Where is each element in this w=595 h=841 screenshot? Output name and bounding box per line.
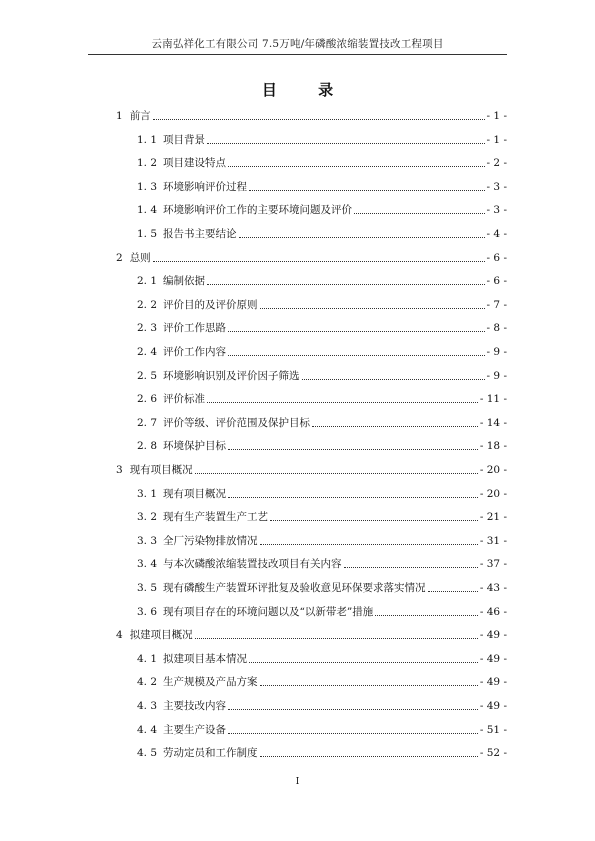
toc-entry-page: - 1 - bbox=[486, 110, 507, 122]
toc-entry-page: - 11 - bbox=[479, 393, 507, 406]
toc-entry-page: - 18 - bbox=[479, 440, 507, 453]
toc-entry-number: 4. 4 bbox=[137, 723, 158, 736]
toc-entry-label: 环境保护目标 bbox=[163, 440, 227, 453]
toc-entry-label: 拟建项目概况 bbox=[129, 629, 193, 642]
toc-entry-number: 3. 5 bbox=[137, 582, 158, 594]
toc-dot-leader bbox=[249, 190, 485, 191]
toc-entry-page: - 49 - bbox=[479, 629, 507, 642]
toc-entry-number: 1. 3 bbox=[137, 180, 158, 193]
toc-entry-label: 前言 bbox=[129, 110, 151, 122]
toc-section-entry[interactable] bbox=[137, 674, 507, 690]
toc-entry-number: 4. 3 bbox=[137, 700, 158, 712]
toc-entry-page: - 7 - bbox=[486, 298, 507, 311]
toc-entry-number: 1. 5 bbox=[137, 228, 158, 240]
toc-dot-leader bbox=[228, 355, 485, 356]
toc-dot-leader bbox=[195, 473, 478, 474]
toc-entry-label: 现有项目概况 bbox=[129, 464, 193, 476]
toc-entry-number: 1 bbox=[116, 110, 123, 122]
toc-dot-leader bbox=[207, 402, 478, 403]
toc-entry-page: - 37 - bbox=[479, 558, 507, 571]
toc-entry-number: 4. 1 bbox=[137, 652, 158, 665]
toc-section-entry[interactable] bbox=[137, 533, 507, 549]
toc-section-entry[interactable] bbox=[137, 202, 507, 218]
toc-chapter-entry[interactable] bbox=[116, 108, 507, 124]
toc-dot-leader bbox=[375, 615, 478, 616]
toc-entry-number: 2. 5 bbox=[137, 369, 158, 382]
toc-entry-label: 评价工作内容 bbox=[163, 346, 227, 358]
toc-dot-leader bbox=[228, 166, 485, 167]
toc-entry-page: - 9 - bbox=[486, 369, 507, 382]
toc-dot-leader bbox=[153, 119, 485, 120]
toc-entry-label: 项目背景 bbox=[163, 133, 206, 146]
toc-entry-page: - 1 - bbox=[486, 133, 507, 146]
toc-entry-page: - 43 - bbox=[479, 582, 507, 594]
toc-entry-page: - 3 - bbox=[486, 204, 507, 217]
toc-entry-page: - 4 - bbox=[486, 228, 507, 240]
toc-entry-number: 3. 3 bbox=[137, 534, 158, 547]
toc-section-entry[interactable] bbox=[137, 509, 507, 525]
toc-section-entry[interactable] bbox=[137, 391, 507, 407]
toc-section-entry[interactable] bbox=[137, 486, 507, 502]
toc-entry-number: 2. 8 bbox=[137, 440, 158, 453]
toc-section-entry[interactable] bbox=[137, 745, 507, 761]
toc-entry-number: 2. 6 bbox=[137, 393, 158, 406]
toc-entry-number: 3. 4 bbox=[137, 558, 158, 571]
toc-entry-number: 3. 2 bbox=[137, 511, 158, 524]
toc-entry-page: - 49 - bbox=[479, 676, 507, 689]
toc-section-entry[interactable] bbox=[137, 722, 507, 738]
toc-dot-leader bbox=[228, 449, 478, 450]
toc-entry-label: 项目建设特点 bbox=[163, 157, 227, 170]
toc-section-entry[interactable] bbox=[137, 297, 507, 313]
toc-dot-leader bbox=[312, 426, 478, 427]
toc-chapter-entry[interactable] bbox=[116, 250, 507, 266]
toc-entry-number: 1. 2 bbox=[137, 157, 158, 170]
toc-dot-leader bbox=[207, 284, 485, 285]
toc-entry-label: 评价工作思路 bbox=[163, 322, 227, 335]
toc-section-entry[interactable] bbox=[137, 344, 507, 360]
toc-entry-number: 2 bbox=[116, 251, 123, 264]
toc-dot-leader bbox=[260, 544, 478, 545]
toc-section-entry[interactable] bbox=[137, 604, 507, 620]
toc-dot-leader bbox=[228, 733, 478, 734]
toc-entry-label: 与本次磷酸浓缩装置技改项目有关内容 bbox=[163, 558, 342, 571]
toc-entry-number: 1. 1 bbox=[137, 133, 158, 146]
toc-entry-page: - 49 - bbox=[479, 700, 507, 712]
toc-entry-page: - 6 - bbox=[486, 251, 507, 264]
running-header: 云南弘祥化工有限公司 7.5万吨/年磷酸浓缩装置技改工程项目 bbox=[151, 38, 444, 50]
toc-entry-page: - 3 - bbox=[486, 180, 507, 193]
toc-dot-leader bbox=[153, 261, 485, 262]
toc-entry-number: 2. 1 bbox=[137, 275, 158, 288]
header-divider bbox=[88, 54, 507, 55]
toc-section-entry[interactable] bbox=[137, 226, 507, 242]
toc-section-entry[interactable] bbox=[137, 556, 507, 572]
toc-dot-leader bbox=[260, 308, 485, 309]
toc-section-entry[interactable] bbox=[137, 651, 507, 667]
toc-section-entry[interactable] bbox=[137, 698, 507, 714]
toc-section-entry[interactable] bbox=[137, 580, 507, 596]
toc-section-entry[interactable] bbox=[137, 132, 507, 148]
toc-section-entry[interactable] bbox=[137, 438, 507, 454]
toc-entry-page: - 31 - bbox=[479, 534, 507, 547]
toc-dot-leader bbox=[270, 520, 478, 521]
toc-entry-label: 总则 bbox=[129, 251, 151, 264]
toc-entry-label: 评价标准 bbox=[163, 393, 206, 406]
toc-chapter-entry[interactable] bbox=[116, 627, 507, 643]
toc-entry-number: 3 bbox=[116, 464, 123, 476]
toc-entry-label: 编制依据 bbox=[163, 275, 206, 288]
toc-entry-label: 全厂污染物排放情况 bbox=[163, 534, 258, 547]
toc-entry-label: 主要生产设备 bbox=[163, 723, 227, 736]
toc-section-entry[interactable] bbox=[137, 155, 507, 171]
toc-entry-page: - 6 - bbox=[486, 275, 507, 288]
toc-dot-leader bbox=[344, 567, 478, 568]
page-number: I bbox=[295, 777, 300, 787]
toc-entry-number: 3. 1 bbox=[137, 487, 158, 500]
toc-section-entry[interactable] bbox=[137, 179, 507, 195]
toc-entry-page: - 52 - bbox=[479, 747, 507, 760]
toc-entry-number: 2. 4 bbox=[137, 346, 158, 358]
toc-entry-page: - 21 - bbox=[479, 511, 507, 524]
toc-section-entry[interactable] bbox=[137, 415, 507, 431]
toc-entry-number: 4. 2 bbox=[137, 676, 158, 689]
toc-entry-page: - 46 - bbox=[479, 605, 507, 618]
toc-chapter-entry[interactable] bbox=[116, 462, 507, 478]
toc-dot-leader bbox=[260, 685, 478, 686]
toc-entry-label: 主要技改内容 bbox=[163, 700, 227, 712]
toc-dot-leader bbox=[428, 591, 478, 592]
toc-title: 目 录 bbox=[261, 81, 352, 99]
toc-section-entry[interactable] bbox=[137, 320, 507, 336]
toc-entry-number: 4 bbox=[116, 629, 123, 642]
toc-section-entry[interactable] bbox=[137, 273, 507, 289]
toc-dot-leader bbox=[228, 709, 478, 710]
toc-entry-number: 2. 3 bbox=[137, 322, 158, 335]
toc-entry-page: - 20 - bbox=[479, 464, 507, 476]
toc-entry-number: 2. 7 bbox=[137, 416, 158, 429]
toc-entry-label: 现有项目存在的环境问题以及“以新带老”措施 bbox=[163, 605, 374, 618]
toc-dot-leader bbox=[260, 756, 478, 757]
toc-dot-leader bbox=[195, 638, 478, 639]
toc-entry-number: 3. 6 bbox=[137, 605, 158, 618]
toc-entry-page: - 9 - bbox=[486, 346, 507, 358]
toc-entry-page: - 49 - bbox=[479, 652, 507, 665]
toc-entry-number: 2. 2 bbox=[137, 298, 158, 311]
toc-entry-label: 评价等级、评价范围及保护目标 bbox=[163, 416, 311, 429]
toc-dot-leader bbox=[354, 213, 485, 214]
toc-entry-label: 生产规模及产品方案 bbox=[163, 676, 258, 689]
toc-entry-page: - 20 - bbox=[479, 487, 507, 500]
toc-section-entry[interactable] bbox=[137, 368, 507, 384]
toc-entry-page: - 8 - bbox=[486, 322, 507, 335]
toc-entry-label: 环境影响评价工作的主要环境问题及评价 bbox=[163, 204, 353, 217]
toc-entry-label: 现有磷酸生产装置环评批复及验收意见环保要求落实情况 bbox=[163, 582, 426, 594]
toc-entry-label: 报告书主要结论 bbox=[163, 228, 237, 240]
toc-entry-label: 现有项目概况 bbox=[163, 487, 227, 500]
toc-entry-page: - 2 - bbox=[486, 157, 507, 170]
toc-entry-page: - 14 - bbox=[479, 416, 507, 429]
toc-dot-leader bbox=[249, 662, 478, 663]
toc-dot-leader bbox=[302, 379, 485, 380]
toc-entry-label: 环境影响识别及评价因子筛选 bbox=[163, 369, 300, 382]
toc-entry-number: 1. 4 bbox=[137, 204, 158, 217]
toc-entry-label: 劳动定员和工作制度 bbox=[163, 747, 258, 760]
toc-dot-leader bbox=[239, 237, 485, 238]
toc-entry-label: 现有生产装置生产工艺 bbox=[163, 511, 269, 524]
toc-dot-leader bbox=[228, 331, 485, 332]
toc-entry-label: 环境影响评价过程 bbox=[163, 180, 248, 193]
toc-entry-label: 拟建项目基本情况 bbox=[163, 652, 248, 665]
toc-entry-number: 4. 5 bbox=[137, 747, 158, 760]
toc-entry-label: 评价目的及评价原则 bbox=[163, 298, 258, 311]
toc-dot-leader bbox=[228, 497, 478, 498]
toc-entry-page: - 51 - bbox=[479, 723, 507, 736]
toc-dot-leader bbox=[207, 143, 485, 144]
